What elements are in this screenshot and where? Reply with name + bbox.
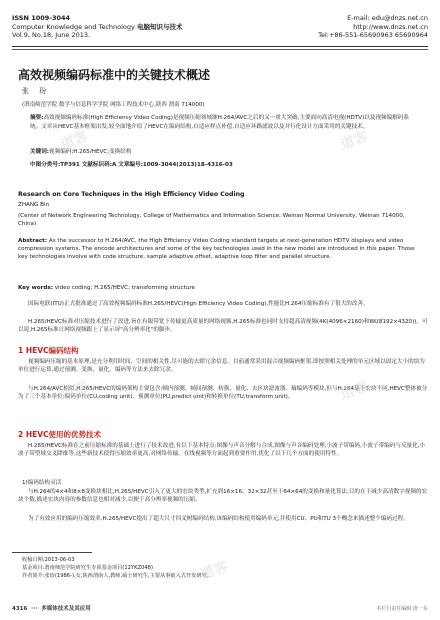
english-keywords-text: video coding; H.265/HEVC; transforming structure [54,285,195,291]
section-heading: 2 HEVC使用的优势技术 [18,430,102,439]
section-name: 多媒体技术及其应用 [41,606,91,612]
footnote-rule [12,552,92,553]
classification-line: 中图分类号:TP391 文献标识码:A 文章编号:1009-3044(2013)18-4316-03 [30,162,233,168]
journal-name [12,23,252,32]
issn: ISSN 1009-3044 [12,14,71,22]
body-paragraph: 视频编码压缩的基本原理,是充分利用时间、空间的相关性,尽可能的去除冗余信息。目前通常采用混合视频编码框架,即按照相关处理的单元区域以固定大小的块为单位进行运算,通过预测、变换、量化、编码等方法来去除冗余。 [18,359,425,374]
english-keywords [18,285,423,291]
watermark: 道客 [338,378,371,404]
contact-tel: Tel:+86-551-65690963 65690964 [318,31,428,39]
author-bio: 作者简介:张玢(1986-),女,陕西渭南人,教师,硕士研究生,主要从事嵌入式开发研究。 [22,573,212,579]
header-rule-thin [12,49,428,50]
article-author: 张 玢 [22,87,51,95]
journal-url: http://www.dnzs.net.cn [353,22,428,31]
page-number: 4316 [12,606,28,612]
editor-note: 本栏目责任编辑:唐一东 [376,606,428,612]
received-date: 收稿日期:2013-06-03 [22,557,75,563]
section-heading: 1 HEVC编码结构 [18,346,79,355]
english-abstract-text: As the successor to H.264/AVC, the High Efficiency Video Coding standard targets at next-generation HDTV displays and video compression systems. The encode architectures and some of the key technologies used in the new model are introduced in this paper. Those key technologies involve with code structure, sample adaptive offset, adaptive loop filter and parallel structure. [18,238,415,261]
subsection-heading: 1)编码结构灵活 [22,480,62,486]
fund-info: 基金项目:渭南师范学院研究生专项基金项目(12YKZ048) [22,565,153,571]
keywords-label: 关键词: [30,149,50,155]
english-affiliation: (Center of Network Engineering Technology, College of Mathematics and Information Science, Weinan Normal University, Weinan 714000, China) [18,213,405,227]
watermark: 道客 [198,558,231,584]
page-footer [12,604,91,612]
body-paragraph: 与H.264/AVC相似,H.265/HEVC的编码架构主要包含:帧内预测、帧间预测、转换、量化、去区块滤波器、熵编码等模块,但与H.264基于宏块不同,HEVC整体被分为了三个基本单位:编码单位(CU,coding unit)、预测单位(PU,predict unit)和转换单位(TU,transform unit)。 [18,386,428,401]
english-abstract-label: Abstract: [18,238,48,244]
footer-dots: ··· [31,606,38,612]
watermark: 道客 [338,128,371,154]
abstract-text: 高效视频编码标准(High Efficiency Video Coding)是视频压缩领域继H.264/AVC之后的又一重大突破,主要面向高清电视(HDTV)以及视频编解码系统。文章从HEVC基本框架出发,较全面地介绍了HEVC在编码结构,自适应样点补偿,自适应环路滤波以及并行化设计方面采用的关键技术。 [30,115,410,130]
journal-header-right [238,14,428,40]
body-paragraph: H.265/HEVC标准对压缩技术进行了改进,旨在有限带宽下传输更高质量的网络视频,H.265标准也同时支持超高清视频(4K(4096×2160)和8K(8192×4320))。可以说,H.265标准让网络视频跟上了显示屏"高分辨率化"的脚步。 [18,319,428,334]
article-title: 高效视频编码标准中的关键技术概述 [18,68,211,82]
body-paragraph: H.265/HEVC标准在之前压缩标准的基础上进行了技术改进,有以下基本特点:图像与声音分解与合成,图像与声音编码处理,小波子带编码,小波子带编码与反量化,小波子带型域交叉降维等,这些新技术使得压缩效率更高,对网络传输、在线视频等方面起到重要作用,优化了以下几个方面的使用特性。 [18,443,426,458]
body-paragraph: 与H.264的4×4和8×8变换块相比,H.265/HEVC引入了更大的宏块类型,扩充到16×16、32×32甚至于64×64的变换和量化算法,目的在于减少高清数字视频的宏块个数,描述宏块内容的参数信息也相对减少,以便于高分辨率视频的压缩。 [18,489,428,504]
body-paragraph: 为了有效应用的编码压缩效率,H.265/HEVC提出了超大尺寸四叉树编码结构,该编码结构使用编码单元,并使用CU、PU和TU 3个概念来描述整个编码过程。 [28,516,409,522]
contact-email: E-mail: edu@dnzs.net.cn [347,14,428,22]
watermark: 道客 [58,128,91,154]
english-author: ZHANG Bin [18,202,50,208]
body-intro: 国际电联(ITU)正式批准通过了高效视频编码标准H.265/HEVC(High Efficiency Video Coding),性能比H.264压缩标准有了很大的改善。 [28,301,369,307]
journal-header-left [12,14,252,40]
watermark: 道客 [58,378,91,404]
abstract-label: 摘要: [30,115,44,121]
journal-name-en: Computer Knowledge and Technology [12,22,135,31]
english-keywords-label: Key words: [18,285,53,291]
volume-info: Vol.9, No.18, June 2013. [12,31,91,39]
header-rule [12,46,428,47]
keywords-text: 视频编码;H.265/HEVC;变换结构 [49,149,132,155]
english-abstract [18,237,423,261]
journal-name-cn: 电脑知识与技术 [136,22,183,31]
english-title: Research on Core Techniques in the High Efficiency Video Coding [18,191,245,198]
author-affiliation: (渭南师范学院 数学与信息科学学院 网络工程技术中心,陕西 渭南 714000) [22,102,205,108]
